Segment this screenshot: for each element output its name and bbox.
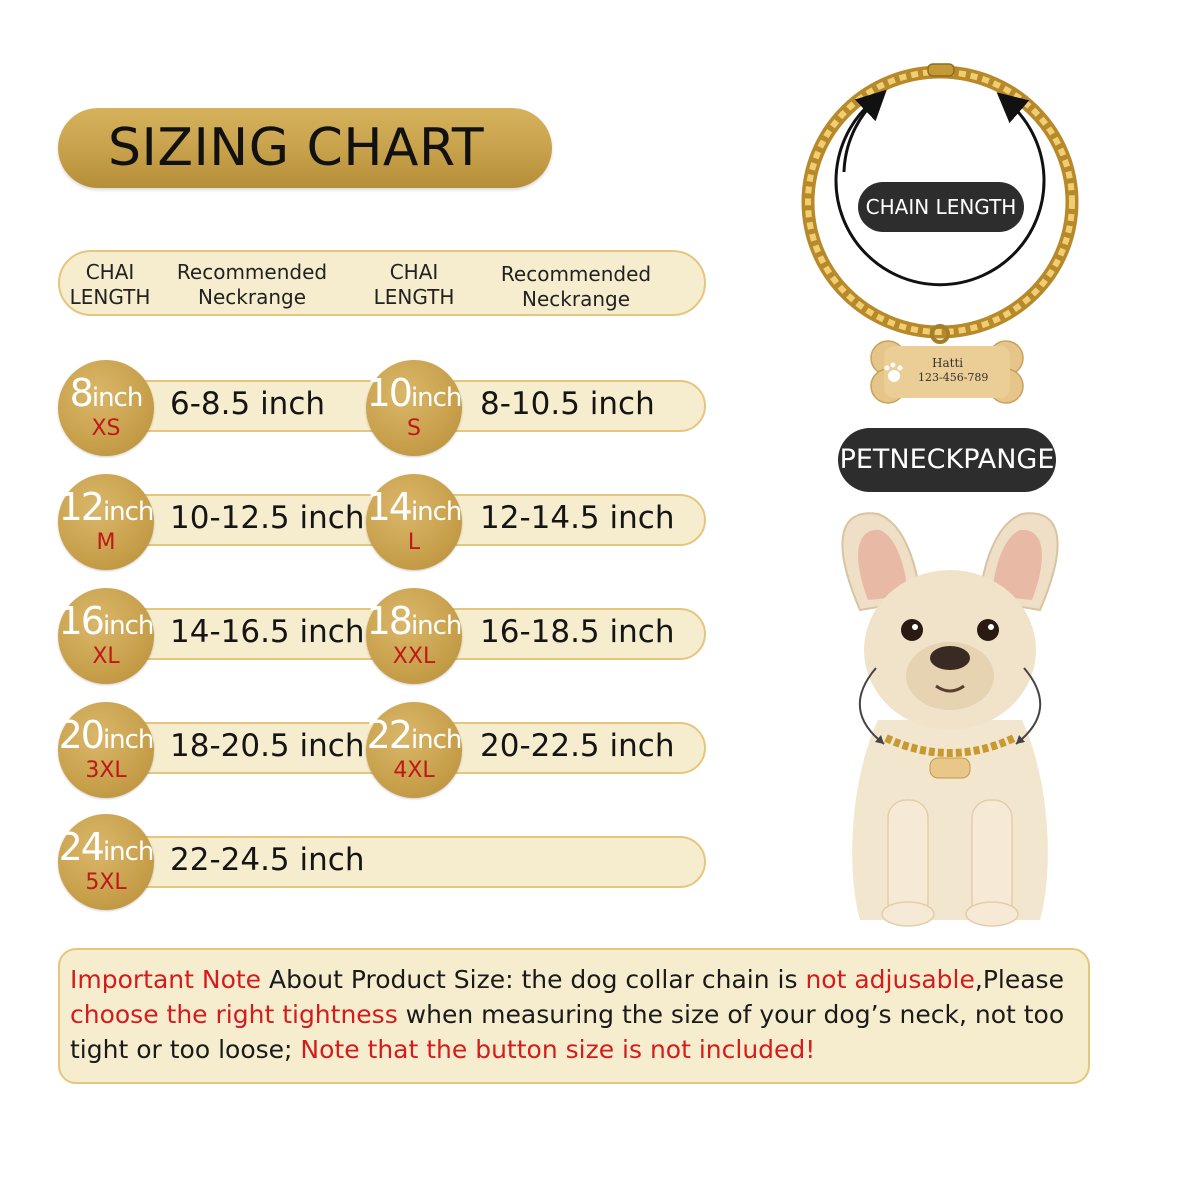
note-part: ,Please <box>974 965 1064 994</box>
chain-length-badge <box>58 702 154 798</box>
header-neckrange-2 <box>488 262 664 312</box>
chain-number: 16 <box>58 599 103 643</box>
note-heading: Important Note <box>70 965 262 994</box>
dog-photo <box>820 500 1080 940</box>
chain-length-badge <box>366 360 462 456</box>
chain-number: 22 <box>366 713 411 757</box>
tag-name: Hatti <box>932 356 964 370</box>
neck-range: 16-18.5 inch <box>480 614 675 650</box>
header-text: LENGTH <box>69 285 151 309</box>
header-text: LENGTH <box>373 285 455 309</box>
chain-length-value <box>366 372 462 419</box>
header-text: Neckrange <box>522 287 630 311</box>
chain-number: 24 <box>58 825 103 869</box>
brand-label: PETNECKPANGE <box>838 428 1056 492</box>
neck-range: 22-24.5 inch <box>170 842 365 878</box>
chain-length-value <box>366 714 462 761</box>
note-warning-adjustable: not adjusable <box>805 965 975 994</box>
chain-length-value <box>58 714 154 761</box>
chain-unit: inch <box>102 837 154 867</box>
neck-range: 14-16.5 inch <box>170 614 365 650</box>
chain-length-badge <box>58 474 154 570</box>
header-text: Neckrange <box>198 285 306 309</box>
chain-length-value <box>58 826 154 873</box>
chain-length-badge <box>58 360 154 456</box>
chain-length-value <box>58 372 154 419</box>
neck-range: 20-22.5 inch <box>480 728 675 764</box>
chain-length-value <box>366 486 462 533</box>
title-banner <box>58 108 552 188</box>
size-code: L <box>407 530 421 555</box>
header-neckrange-1 <box>164 260 340 310</box>
size-code: 5XL <box>85 870 127 895</box>
header-text: CHAI <box>85 260 135 284</box>
neck-range: 6-8.5 inch <box>170 386 326 422</box>
note-part: About Product Size: the dog collar chain is <box>261 965 806 994</box>
neck-range: 12-14.5 inch <box>480 500 675 536</box>
chain-number: 20 <box>58 713 103 757</box>
header-text: Recommended <box>176 260 328 284</box>
chain-unit: inch <box>410 383 462 413</box>
tag-phone: 123-456-789 <box>918 371 989 384</box>
header-text: CHAI <box>389 260 439 284</box>
neck-range: 10-12.5 inch <box>170 500 365 536</box>
chain-unit: inch <box>91 383 143 413</box>
note-part: when measuring the size of your dog’s neck, not too tight or too loose; <box>70 1000 1065 1064</box>
note-text <box>70 962 1088 1067</box>
chain-length-badge <box>366 588 462 684</box>
header-chain-length-1 <box>62 260 158 310</box>
important-note <box>58 948 1090 1084</box>
note-warning-tightness: choose the right tightness <box>70 1000 398 1029</box>
chain-unit: inch <box>410 497 462 527</box>
chain-unit: inch <box>410 725 462 755</box>
chain-length-value <box>366 600 462 647</box>
size-code: S <box>407 416 421 441</box>
header-chain-length-2 <box>366 260 462 310</box>
chain-number: 18 <box>366 599 411 643</box>
size-code: XXL <box>392 644 436 669</box>
chain-unit: inch <box>102 497 154 527</box>
chain-unit: inch <box>410 611 462 641</box>
page-title: SIZING CHART <box>108 118 485 178</box>
chain-unit: inch <box>102 611 154 641</box>
chain-length-value <box>58 486 154 533</box>
chain-number: 8 <box>69 371 92 415</box>
size-code: XL <box>92 644 120 669</box>
size-code: XS <box>91 416 121 441</box>
chain-length-badge <box>366 474 462 570</box>
chain-length-badge <box>366 702 462 798</box>
note-warning-button: Note that the button size is not included! <box>300 1035 816 1064</box>
size-code: 4XL <box>393 758 435 783</box>
header-text: Recommended <box>500 262 652 286</box>
chain-number: 14 <box>366 485 411 529</box>
chain-length-value <box>58 600 154 647</box>
neck-range: 18-20.5 inch <box>170 728 365 764</box>
table-header <box>58 250 706 316</box>
chain-length-label: CHAIN LENGTH <box>858 182 1024 232</box>
neck-range: 8-10.5 inch <box>480 386 655 422</box>
chain-length-badge <box>58 814 154 910</box>
chain-length-badge <box>58 588 154 684</box>
chain-number: 10 <box>366 371 411 415</box>
chain-unit: inch <box>102 725 154 755</box>
size-code: 3XL <box>85 758 127 783</box>
chain-number: 12 <box>58 485 103 529</box>
size-code: M <box>96 530 116 555</box>
